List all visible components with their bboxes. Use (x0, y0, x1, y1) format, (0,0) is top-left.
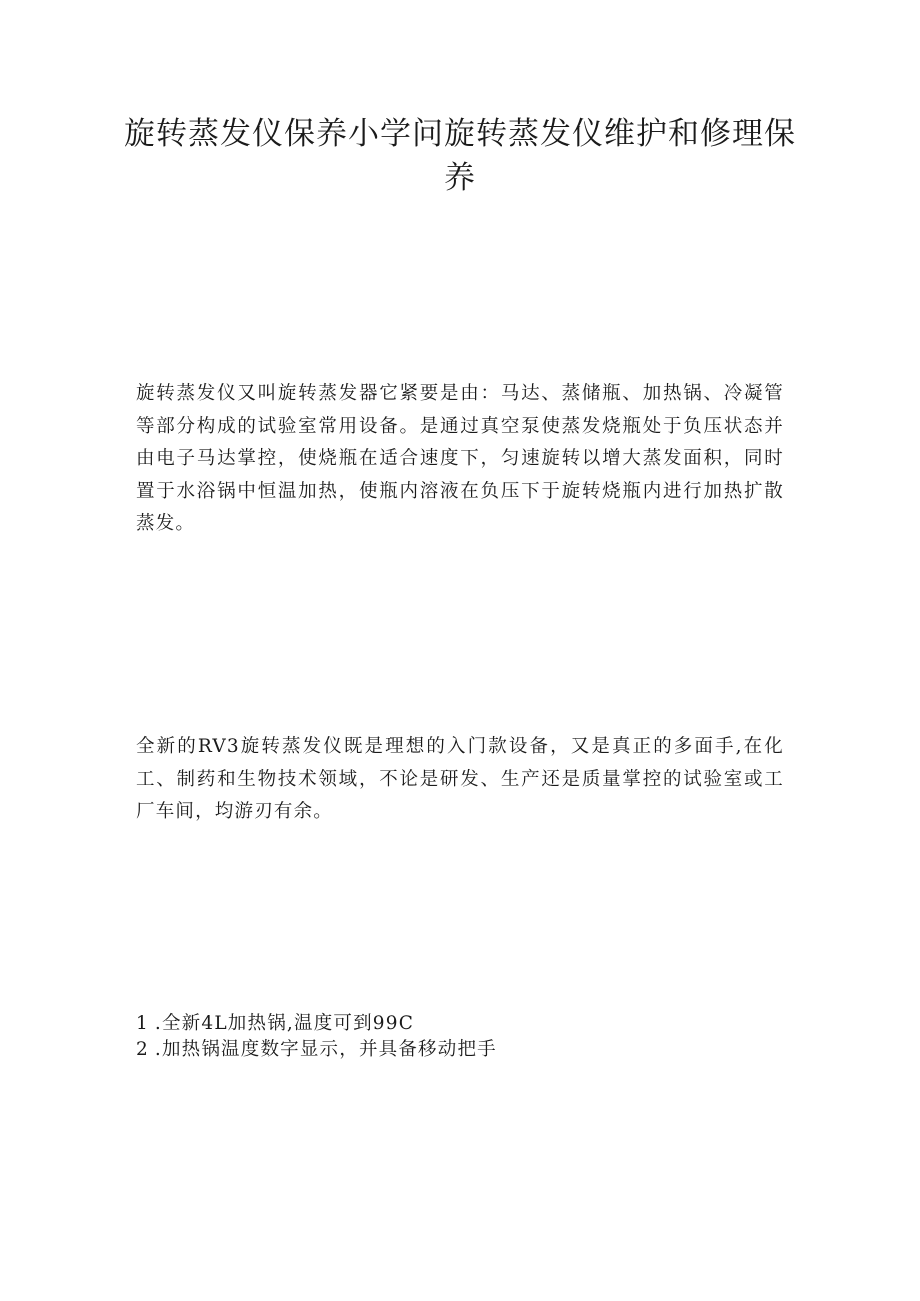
list-item-text: .加热锅温度数字显示，并具备移动把手 (154, 1039, 497, 1060)
document-title: 旋转蒸发仪保养小学问旋转蒸发仪维护和修理保养 (124, 116, 796, 196)
rv3-paragraph: 全新的RV3旋转蒸发仪既是理想的入门款设备，又是真正的多面手,在化工、制药和生物技术领域，不论是研发、生产还是质量掌控的试验室或工厂车间，均游刃有余。 (136, 736, 784, 822)
list-item (136, 1011, 784, 1037)
list-item-number: 1 (136, 1013, 148, 1034)
feature-list (136, 1011, 784, 1063)
list-item-text: .全新4L加热锅,温度可到99C (154, 1013, 415, 1034)
intro-paragraph: 旋转蒸发仪又叫旋转蒸发器它紧要是由：马达、蒸储瓶、加热锅、冷凝管等部分构成的试验室常用设备。是通过真空泵使蒸发烧瓶处于负压状态并由电子马达掌控，使烧瓶在适合速度下，匀速旋转以增大蒸发面积，同时置于水浴锅中恒温加热，使瓶内溶液在负压下于旋转烧瓶内进行加热扩散蒸发。 (136, 383, 784, 534)
list-item-number: 2 (136, 1039, 148, 1060)
list-item (136, 1037, 784, 1063)
